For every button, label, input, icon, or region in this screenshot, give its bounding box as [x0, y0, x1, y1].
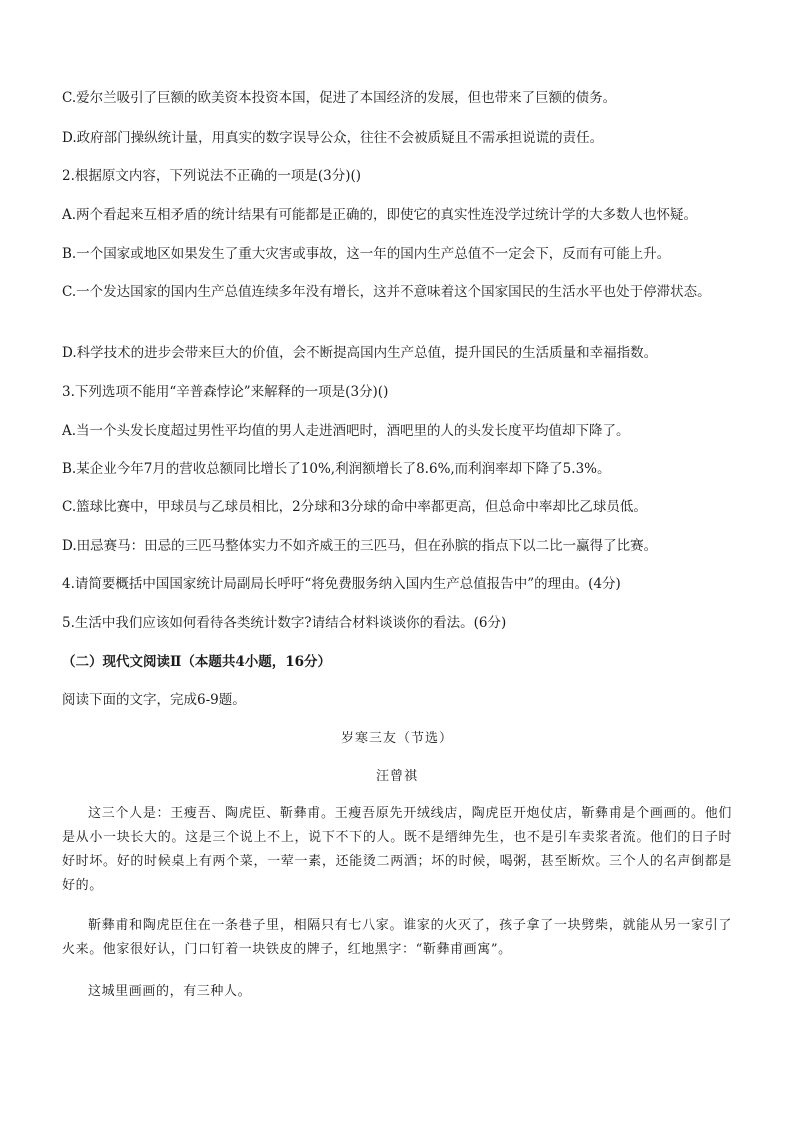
q3-option-a: A.当一个头发长度超过男性平均值的男人走进酒吧时，酒吧里的人的头发长度平均值却下降了。 [62, 423, 630, 439]
article-paragraph: 这城里画画的，有三种人。 [88, 984, 252, 999]
article-paragraph: 这三个人是：王瘦吾、陶虎臣、靳彝甫。王瘦吾原先开绒线店，陶虎臣开炮仗店，靳彝甫是个画画的。他们是从小一块长大的。这是三个说上不上，说下不下的人。既不是缙绅先生，也不是引车卖浆者流。他们的日子时好时坏。好的时候桌上有两个菜，一荤一素，还能烫二两酒；坏的时候，喝粥，甚至断炊。三个人的名声倒都是好的。 [62, 806, 732, 893]
section-heading: （二）现代文阅读Ⅱ（本题共4小题，16分） [62, 654, 332, 670]
q4-stem: 4.请简要概括中国国家统计局副局长呼吁“将免费服务纳入国内生产总值报告中”的理由。(4分) [62, 576, 621, 592]
q2-stem: 2.根据原文内容，下列说法不正确的一项是(3分)() [62, 168, 362, 184]
q3-option-b: B.某企业今年7月的营收总额同比增长了10%,利润额增长了8.6%,而利润率却下降了5.3%。 [62, 461, 611, 477]
q2-option-b: B.一个国家或地区如果发生了重大灾害或事故，这一年的国内生产总值不一定会下，反而有可能上升。 [62, 246, 671, 262]
article-title: 岁寒三友（节选） [340, 731, 453, 746]
q3-option-c: C.篮球比赛中，甲球员与乙球员相比，2分球和3分球的命中率都更高，但总命中率却比乙球员低。 [62, 499, 647, 515]
q3-option-d: D.田忌赛马：田忌的三匹马整体实力不如齐威王的三匹马，但在孙膑的指点下以二比一赢得了比赛。 [62, 538, 658, 554]
q2-option-c: C.一个发达国家的国内生产总值连续多年没有增长，这并不意味着这个国家国民的生活水平也处于停滞状态。 [62, 284, 711, 300]
q3-stem: 3.下列选项不能用“辛普森悖论”来解释的一项是(3分)() [62, 384, 389, 400]
section-instruction: 阅读下面的文字，完成6-9题。 [62, 692, 246, 708]
q5-stem: 5.生活中我们应该如何看待各类统计数字?请结合材料谈谈你的看法。(6分) [62, 615, 507, 631]
article-paragraph: 靳彝甫和陶虎臣住在一条巷子里，相隔只有七八家。谁家的火灭了，孩子拿了一块劈柴，就能从另一家引了火来。他家很好认，门口钉着一块铁皮的牌子，红地黑字：“靳彝甫画寓”。 [62, 918, 732, 957]
q1-option-c: C.爱尔兰吸引了巨额的欧美资本投资本国，促进了本国经济的发展，但也带来了巨额的债务。 [62, 90, 617, 106]
q2-option-a: A.两个看起来互相矛盾的统计结果有可能都是正确的，即使它的真实性连没学过统计学的大多数人也怀疑。 [62, 207, 698, 223]
q2-option-d: D.科学技术的进步会带来巨大的价值，会不断提高国内生产总值，提升国民的生活质量和幸福指数。 [62, 345, 658, 361]
q1-option-d: D.政府部门操纵统计量，用真实的数字误导公众，往往不会被质疑且不需承担说谎的责任。 [62, 130, 604, 146]
article-author: 汪曾祺 [375, 769, 418, 784]
